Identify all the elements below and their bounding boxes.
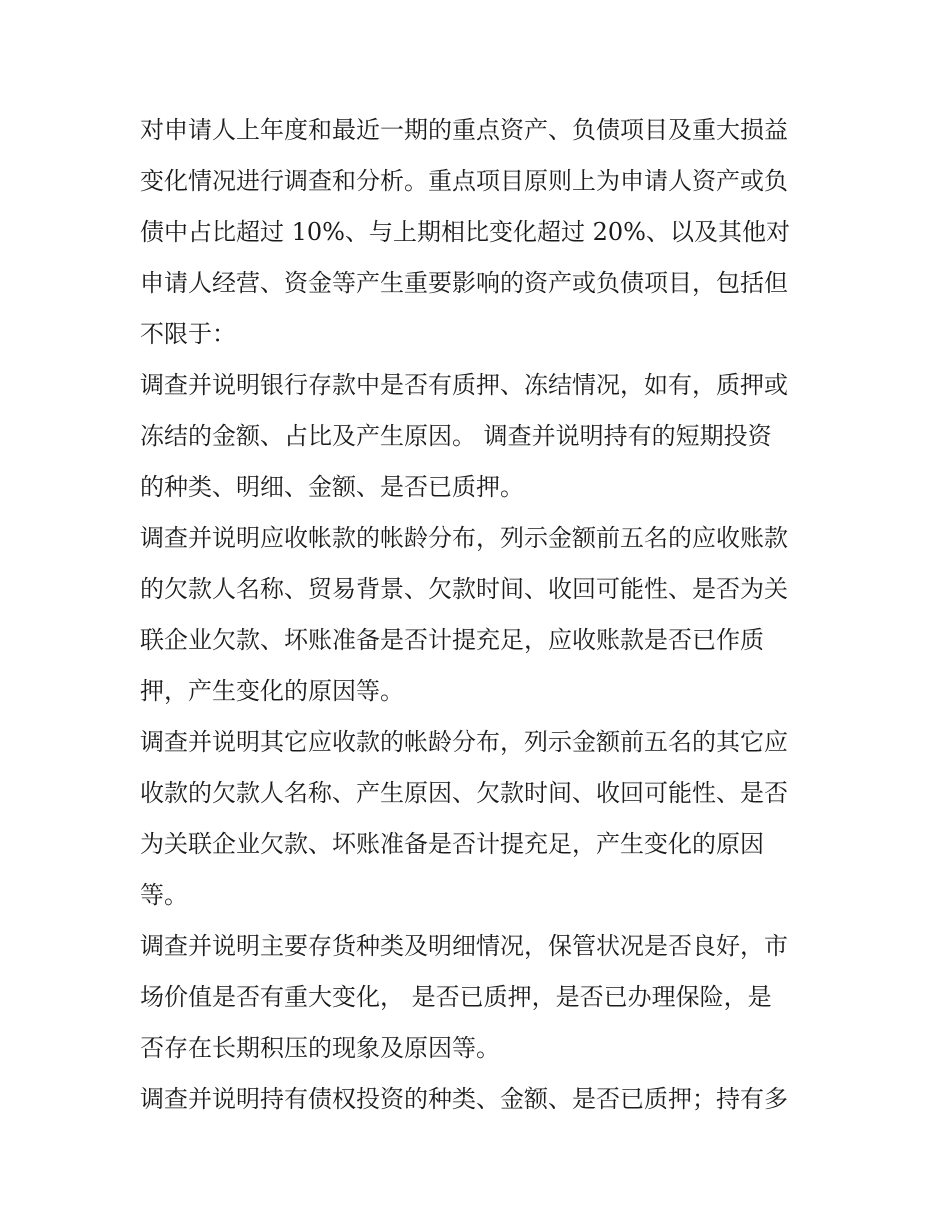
text-line: 联企业欠款、坏账准备是否计提充足，应收账款是否已作质 [140, 626, 764, 654]
text-line: 调查并说明应收帐款的帐龄分布，列示金额前五名的应收账款 [140, 524, 788, 552]
text-line: 不限于： [140, 320, 236, 348]
text-line: 场价值是否有重大变化， 是否已质押，是否已办理保险，是 [140, 983, 772, 1011]
text-line: 对申请人上年度和最近一期的重点资产、负债项目及重大损益 [140, 116, 788, 144]
text-line: 调查并说明银行存款中是否有质押、冻结情况，如有，质押或 [140, 371, 788, 399]
text-line: 的种类、明细、金额、是否已质押。 [140, 473, 524, 501]
text-line: 为关联企业欠款、坏账准备是否计提充足，产生变化的原因 [140, 830, 764, 858]
text-line: 债中占比超过 10%、与上期相比变化超过 20%、以及其他对 [140, 218, 790, 246]
text-line: 收款的欠款人名称、产生原因、欠款时间、收回可能性、是否 [140, 779, 788, 807]
text-line: 调查并说明持有债权投资的种类、金额、是否已质押；持有多 [140, 1085, 788, 1113]
text-line: 申请人经营、资金等产生重要影响的资产或负债项目，包括但 [140, 269, 788, 297]
text-line: 调查并说明主要存货种类及明细情况，保管状况是否良好，市 [140, 932, 788, 960]
text-line: 的欠款人名称、贸易背景、欠款时间、收回可能性、是否为关 [140, 575, 788, 603]
text-line: 调查并说明其它应收款的帐龄分布，列示金额前五名的其它应 [140, 728, 788, 756]
text-line: 否存在长期积压的现象及原因等。 [140, 1034, 500, 1062]
document-body [140, 105, 820, 1125]
text-line: 冻结的金额、占比及产生原因。 调查并说明持有的短期投资 [140, 422, 772, 450]
text-line: 押，产生变化的原因等。 [140, 677, 404, 705]
text-line: 等。 [140, 881, 188, 909]
text-line: 变化情况进行调查和分析。重点项目原则上为申请人资产或负 [140, 167, 788, 195]
